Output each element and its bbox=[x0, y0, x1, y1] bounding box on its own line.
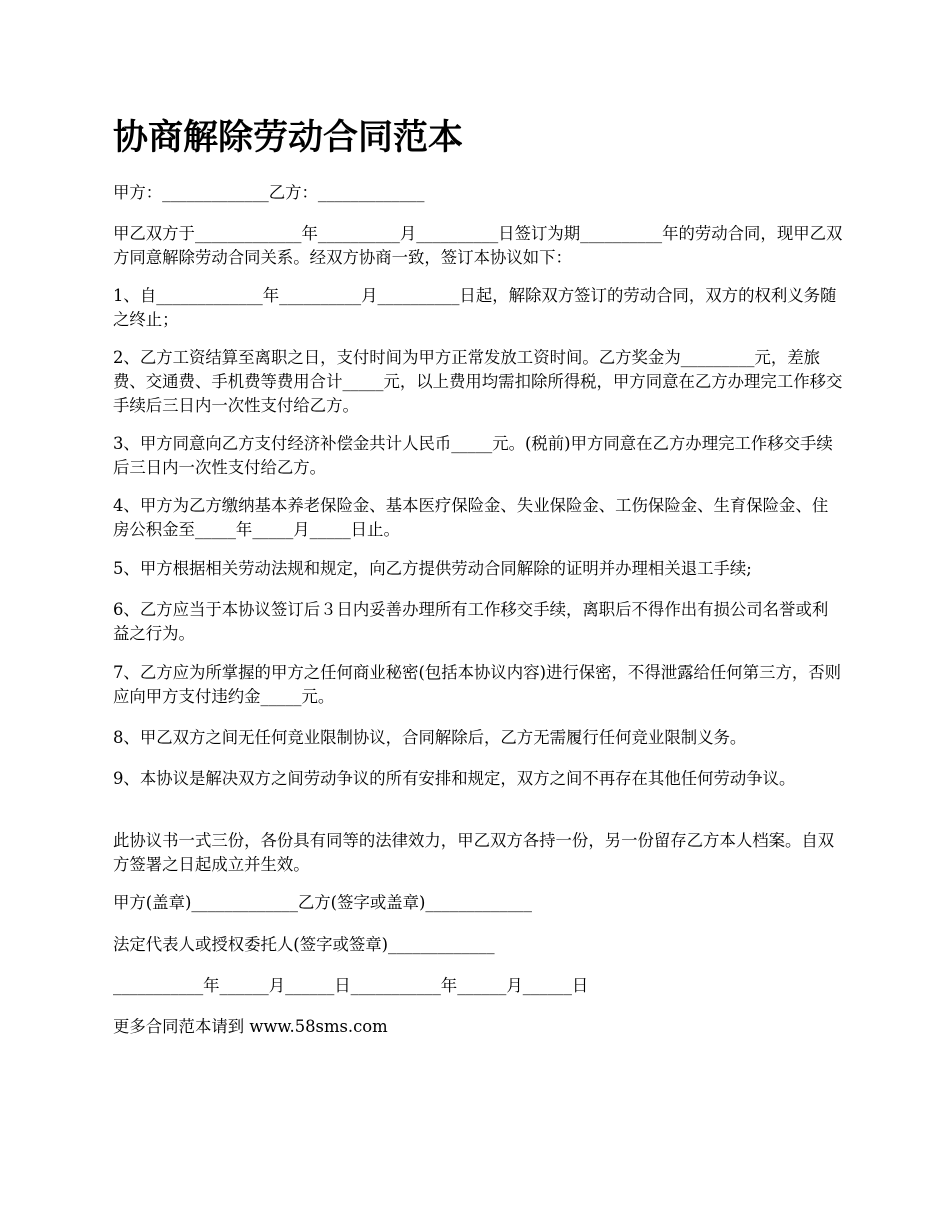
clause-4: 4、甲方为乙方缴纳基本养老保险金、基本医疗保险金、失业保险金、工伤保险金、生育保险金、住房公积金至_____年_____月_____日止。 bbox=[113, 496, 829, 539]
document-title: 协商解除劳动合同范本 bbox=[113, 117, 464, 158]
clause-1: 1、自_____________年__________月__________日起，解除双方签订的劳动合同，双方的权利义务随之终止； bbox=[113, 286, 837, 329]
clause-7: 7、乙方应为所掌握的甲方之任何商业秘密(包括本协议内容)进行保密，不得泄露给任何第三方，否则应向甲方支付违约金_____元。 bbox=[113, 663, 842, 706]
clause-5: 5、甲方根据相关劳动法规和规定，向乙方提供劳动合同解除的证明并办理相关退工手续; bbox=[113, 559, 752, 578]
party-names-line: 甲方：_____________乙方：_____________ bbox=[113, 183, 425, 202]
clause-2: 2、乙方工资结算至离职之日，支付时间为甲方正常发放工资时间。乙方奖金为_________元，差旅费、交通费、手机费等费用合计_____元，以上费用均需扣除所得税，甲方同意在乙方办理完工作移交手续后三日内一次性支付给乙方。 bbox=[113, 348, 843, 415]
clause-8: 8、甲乙双方之间无任何竞业限制协议，合同解除后，乙方无需履行任何竞业限制义务。 bbox=[113, 728, 747, 747]
clause-3: 3、甲方同意向乙方支付经济补偿金共计人民币_____元。(税前)甲方同意在乙方办理完工作移交手续后三日内一次性支付给乙方。 bbox=[113, 434, 833, 477]
footer-note: 更多合同范本请到 www.58sms.com bbox=[113, 1017, 388, 1036]
date-line: ___________年______月______日___________年______月______日 bbox=[113, 976, 589, 995]
signature-line: 甲方(盖章)_____________乙方(签字或盖章)_____________ bbox=[113, 893, 532, 912]
clause-9: 9、本协议是解决双方之间劳动争议的所有安排和规定，双方之间不再存在其他任何劳动争议。 bbox=[113, 769, 796, 788]
intro-paragraph: 甲乙双方于_____________年__________月__________日签订为期__________年的劳动合同，现甲乙双方同意解除劳动合同关系。经双方协商一致，签订本协议如下： bbox=[113, 224, 843, 267]
validity-paragraph: 此协议书一式三份，各份具有同等的法律效力，甲乙双方各持一份，另一份留存乙方本人档案。自双方签署之日起成立并生效。 bbox=[113, 831, 835, 874]
clause-6: 6、乙方应当于本协议签订后３日内妥善办理所有工作移交手续，离职后不得作出有损公司名誉或利益之行为。 bbox=[113, 600, 829, 643]
representative-line: 法定代表人或授权委托人(签字或签章)_____________ bbox=[113, 935, 495, 954]
